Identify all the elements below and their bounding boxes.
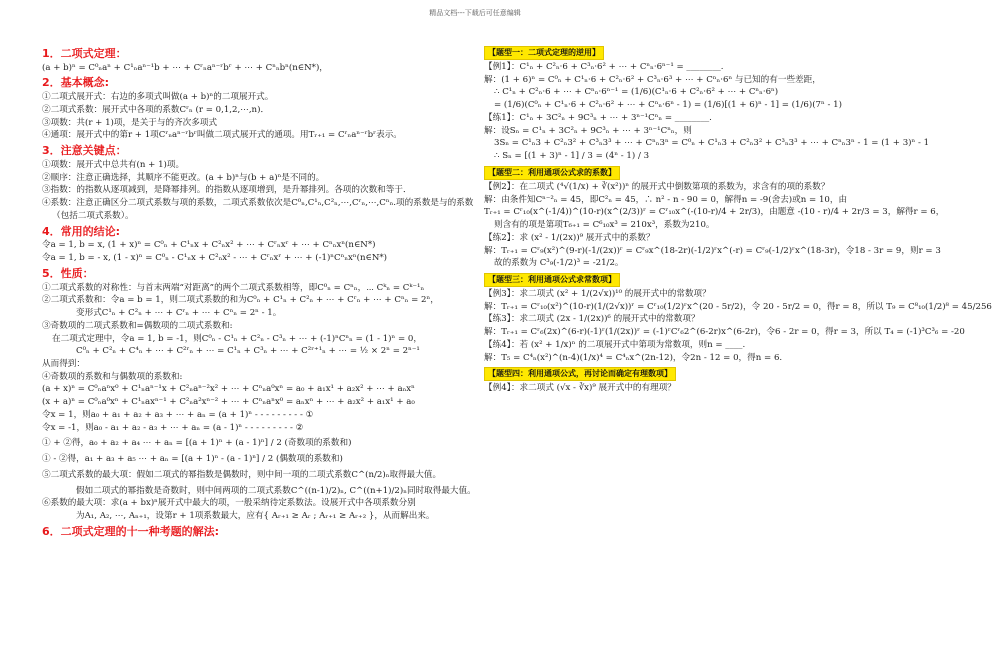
example-line: = (1/6)(C⁰ₙ + C¹ₙ·6 + C²ₙ·6² + ⋯ + Cⁿₙ·6ⁿ - 1) = (1/6)[(1 + 6)ⁿ - 1] = (1/6)(7ⁿ - 1): [494, 100, 842, 111]
property-item: ① + ②得，a₀ + a₂ + a₄ ⋯ + aₙ = [(a + 1)ⁿ + (a - 1)ⁿ] / 2 (奇数项的系数和): [42, 438, 352, 449]
property-item: (a + x)ⁿ = C⁰ₙaⁿx⁰ + C¹ₙaⁿ⁻¹x + C²ₙaⁿ⁻²x² + ⋯ + Cⁿₙa⁰xⁿ = a₀ + a₁x¹ + a₂x² + ⋯ + aₙxⁿ: [42, 384, 415, 395]
property-item: ⑤二项式系数的最大项：假如二项式的幂指数是偶数时，则中间一项的二项式系数C^(n/2)ₙ取得最大值。: [42, 469, 442, 480]
example-line: 解：由条件知Cⁿ⁻²ₙ = 45，即C²ₙ = 45，∴ n² - n - 90 = 0，解得n = -9(舍去)或n = 10，由: [484, 194, 848, 205]
property-item: 变形式C¹ₙ + C²ₙ + ⋯ + Cʳₙ + ⋯ + Cⁿₙ = 2ⁿ - 1。: [76, 308, 282, 319]
concept-item: ④通项：展开式中的第r + 1项Cʳₙaⁿ⁻ʳbʳ叫做二项式展开式的通项。用Tᵣ₊₁ = Cʳₙaⁿ⁻ʳbʳ表示。: [42, 130, 402, 141]
property-item: ④奇数项的系数和与偶数项的系数和:: [42, 371, 183, 382]
example-line: 【例3】：求二项式 (x² + 1/(2√x))¹⁰ 的展开式中的常数项？: [484, 289, 711, 300]
example-line: 解：Tᵣ₊₁ = Cʳ₁₀(x²)^(10-r)(1/(2√x))ʳ = Cʳ₁₀(1/2)ʳx^(20 - 5r/2)，令 20 - 5r/2 = 0，得r = 8，所以 T₉ = C⁸₁₀(1/2)⁸ = 45/256: [484, 301, 992, 312]
example-line: 解：设Sₙ = C¹ₙ + 3C²ₙ + 9C³ₙ + ⋯ + 3ⁿ⁻¹Cⁿₙ，则: [484, 125, 692, 136]
property-item: ⑥系数的最大项：求(a + bx)ⁿ展开式中最大的项，一般采纳待定系数法。设展开式中各项系数分别: [42, 498, 416, 509]
example-line: 则含有的项是第项T₆₊₁ = C⁶₁₀x³ = 210x³，系数为210。: [494, 220, 715, 231]
topic-bar-constant-term: 【题型三：利用通项公式求常数项】: [484, 273, 620, 287]
property-item: ③奇数项的二项式系数和=偶数项的二项式系数和:: [42, 320, 233, 331]
example-line: 【练1】：C¹ₙ + 3C²ₙ + 9C³ₙ + ⋯ + 3ⁿ⁻¹Cⁿₙ = ________.: [484, 112, 712, 123]
example-line: ∴ Sₙ = [(1 + 3)ⁿ - 1] / 3 = (4ⁿ - 1) / 3: [494, 151, 650, 162]
property-item: 令x = -1，则a₀ - a₁ + a₂ - a₃ + ⋯ + aₙ = (a - 1)ⁿ - - - - - - - - - ②: [42, 422, 304, 433]
concept-item: ①二项式展开式：右边的多项式叫做(a + b)ⁿ的二项展开式。: [42, 92, 274, 103]
property-item: 在二项式定理中，令a = 1, b = -1，则C⁰ₙ - C¹ₙ + C²ₙ - C³ₙ + ⋯ + (-1)ⁿCⁿₙ = (1 - 1)ⁿ = 0，: [52, 333, 422, 344]
section-title-properties: 5．性质：: [42, 266, 94, 280]
example-line: 解：(1 + 6)ⁿ = C⁰ₙ + C¹ₙ·6 + C²ₙ·6² + C³ₙ·6³ + ⋯ + Cⁿₙ·6ⁿ 与已知的有一些差距，: [484, 74, 821, 85]
key-point-item: ①项数：展开式中总共有(n + 1)项。: [42, 159, 185, 170]
example-line: 解：Tᵣ₊₁ = Cʳ₉(x²)^(9-r)(-1/(2x))ʳ = Cʳ₉x^(18-2r)(-1/2)ʳx^(-r) = Cʳ₉(-1/2)ʳx^(18-3r)，令18 - 3r = 9，则r = 3: [484, 245, 941, 256]
key-point-item: ②顺序：注意正确选择，其顺序不能更改。(a + b)ⁿ与(b + a)ⁿ是不同的。: [42, 172, 325, 183]
page-header: 精品文档---下载后可任意编辑: [429, 9, 521, 17]
property-item: ②二项式系数和：令a = b = 1，则二项式系数的和为C⁰ₙ + C¹ₙ + C²ₙ + ⋯ + Cʳₙ + ⋯ + Cⁿₙ = 2ⁿ，: [42, 295, 439, 306]
section-title-basic-concepts: 2．基本概念:: [42, 76, 110, 90]
example-line: 故的系数为 C³₉(-1/2)³ = -21/2。: [494, 258, 624, 269]
section-title-eleven-problem-types: 6．二项式定理的十一种考题的解法:: [42, 524, 220, 538]
example-line: 解：T₅ = C⁴ₙ(x²)^(n-4)(1/x)⁴ = C⁴ₙx^(2n-12)，令2n - 12 = 0，得n = 6.: [484, 352, 783, 363]
property-item: 假如二项式的幂指数是奇数时，则中间两项的二项式系数C^((n-1)/2)ₙ, C^((n+1)/2)ₙ同时取得最大值。: [76, 485, 476, 496]
section-title-common-conclusions: 4．常用的结论:: [42, 224, 121, 238]
topic-bar-rational-terms: 【题型四：利用通项公式，再讨论而确定有理数项】: [484, 367, 676, 381]
property-item: 为A₁, A₂, ⋯, Aₙ₊₁，设第r + 1项系数最大，应有{ Aᵣ₊₁ ≥ Aᵣ ; Aᵣ₊₁ ≥ Aᵣ₊₂ }，从而解出来。: [76, 511, 435, 522]
right-column: [484, 44, 992, 396]
example-line: ∴ C¹ₙ + C²ₙ·6 + ⋯ + Cⁿₙ·6ⁿ⁻¹ = (1/6)(C¹ₙ·6 + C²ₙ·6² + ⋯ + Cⁿₙ·6ⁿ): [494, 87, 779, 98]
key-point-item: ④系数：注意正确区分二项式系数与项的系数，二项式系数依次是C⁰ₙ,C¹ₙ,C²ₙ,⋯,Cʳₙ,⋯,Cⁿₙ.项的系数是与的系数: [42, 198, 474, 209]
example-line: 【练4】：若 (x² + 1/x)ⁿ 的二项展开式中第项为常数项，则n = ____.: [484, 339, 746, 350]
example-line: 【练3】：求二项式 (2x - 1/(2x))⁶ 的展开式中的常数项？: [484, 314, 700, 325]
concept-item: ③项数：共(r + 1)项，是关于与的齐次多项式: [42, 117, 218, 128]
key-point-item: （包括二项式系数）。: [52, 210, 134, 221]
property-item: ① - ②得，a₁ + a₃ + a₅ ⋯ + aₙ = [(a + 1)ⁿ - (a - 1)ⁿ] / 2 (偶数项的系数和): [42, 454, 343, 465]
property-item: C⁰ₙ + C²ₙ + C⁴ₙ + ⋯ + C²ʳₙ + ⋯ = C¹ₙ + C³ₙ + ⋯ + C²ʳ⁺¹ₙ + ⋯ = ½ × 2ⁿ = 2ⁿ⁻¹: [76, 346, 420, 357]
example-line: 【例1】：C¹ₙ + C²ₙ·6 + C³ₙ·6² + ⋯ + Cⁿₙ·6ⁿ⁻¹ = ________.: [484, 62, 724, 72]
topic-bar-inverse-use: 【题型一：二项式定理的逆用】: [484, 46, 604, 60]
conclusion-item: 令a = 1, b = x, (1 + x)ⁿ = C⁰ₙ + C¹ₙx + C²ₙx² + ⋯ + Cʳₙxʳ + ⋯ + Cⁿₙxⁿ(n∈N*): [42, 240, 376, 251]
section-title-key-points: 3．注意关键点：: [42, 144, 127, 158]
property-item: ①二项式系数的对称性：与首末两端“对距离”的两个二项式系数相等，即C⁰ₙ = Cⁿₙ，⋯ Cᵏₙ = Cᵏ⁻¹ₙ: [42, 282, 425, 293]
property-item: 从而得到：: [42, 358, 85, 369]
example-line: 3Sₙ = C¹ₙ3 + C²ₙ3² + C³ₙ3³ + ⋯ + Cⁿₙ3ⁿ = C⁰ₙ + C¹ₙ3 + C²ₙ3² + C³ₙ3³ + ⋯ + Cⁿₙ3ⁿ - 1 = (1 + 3)ⁿ - 1: [494, 138, 930, 149]
example-line: 【练2】：求 (x² - 1/(2x))⁹ 展开式中的系数？: [484, 232, 655, 243]
conclusion-item: 令a = 1, b = - x, (1 - x)ⁿ = C⁰ₙ - C¹ₙx + C²ₙx² - ⋯ + Cʳₙxʳ + ⋯ + (-1)ⁿCⁿₙxⁿ(n∈N*): [42, 253, 388, 264]
property-item: (x + a)ⁿ = C⁰ₙa⁰xⁿ + C¹ₙaxⁿ⁻¹ + C²ₙa²xⁿ⁻² + ⋯ + Cⁿₙaⁿx⁰ = aₙxⁿ + ⋯ + a₂x² + a₁x¹ + a₀: [42, 397, 415, 408]
example-line: 解：Tᵣ₊₁ = Cʳ₆(2x)^(6-r)(-1)ʳ(1/(2x))ʳ = (-1)ʳCʳ₆2^(6-2r)x^(6-2r)，令6 - 2r = 0，得r = 3，所以 T₄ = (-1)³C³₆ = -20: [484, 327, 965, 338]
left-column: [42, 44, 476, 541]
key-point-item: ③指数：的指数从逐项减到，是降幂排列。的指数从逐项增到，是升幂排列。各项的次数和等于．: [42, 185, 412, 196]
concept-item: ②二项式系数：展开式中各项的系数Cʳₙ (r = 0,1,2,⋯,n)．: [42, 104, 270, 115]
property-item: 令x = 1，则a₀ + a₁ + a₂ + a₃ + ⋯ + aₙ = (a + 1)ⁿ - - - - - - - - - ①: [42, 409, 314, 420]
binomial-formula: (a + b)ⁿ = C⁰ₙaⁿ + C¹ₙaⁿ⁻¹b + ⋯ + Cʳₙaⁿ⁻ʳbʳ + ⋯ + Cⁿₙbⁿ(n∈N*)，: [42, 62, 328, 73]
example-line: 【例2】：在二项式 (⁴√(1/x) + ∛(x²))ⁿ 的展开式中倒数第项的系数为，求含有的项的系数？: [484, 181, 830, 192]
section-title-binomial-theorem: 1．二项式定理：: [42, 47, 127, 60]
example-line: Tᵣ₊₁ = Cʳ₁₀(x^(-1/4))^(10-r)(x^(2/3))ʳ = Cʳ₁₀x^(-(10-r)/4 + 2r/3)，由题意 -(10 - r)/4 + 2r/3 = 3，解得r = 6，: [484, 207, 945, 218]
example-line: 【例4】：求二项式 (√x - ∛x)⁹ 展开式中的有理项？: [484, 383, 676, 394]
topic-bar-coefficient: 【题型二：利用通项公式求的系数】: [484, 166, 620, 180]
